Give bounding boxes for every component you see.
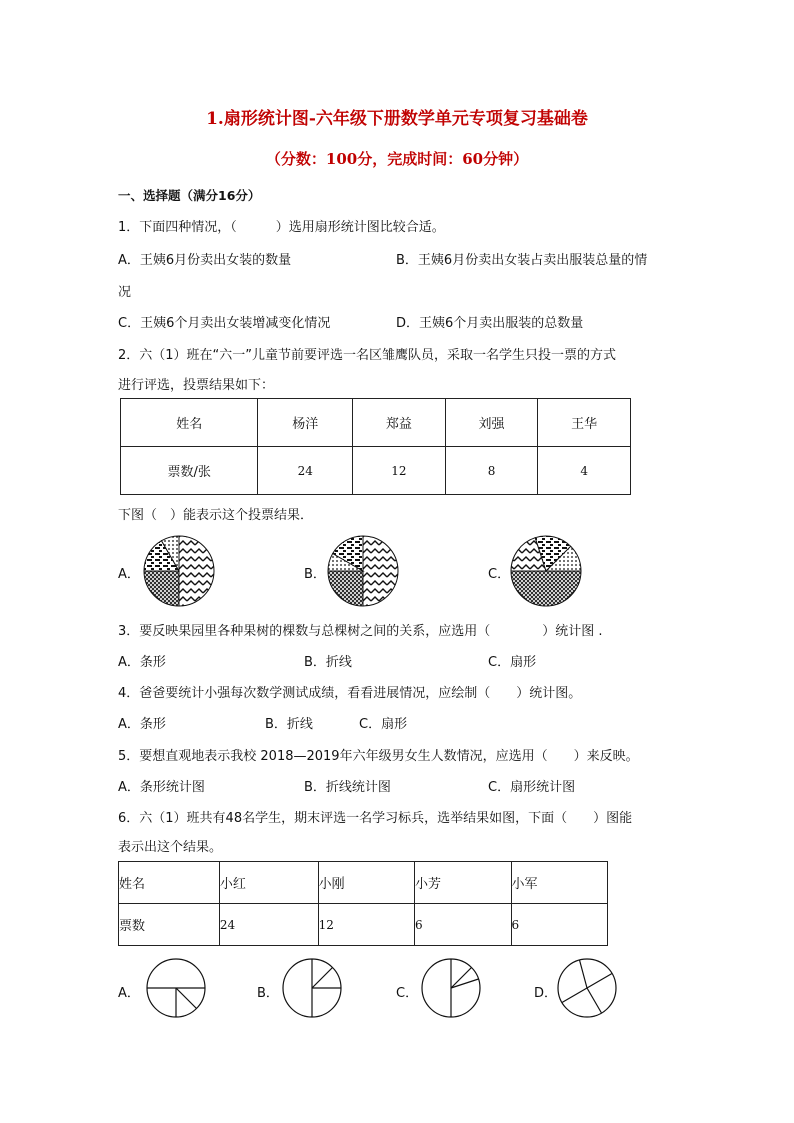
q2-option-b-label[interactable]: B． — [304, 567, 326, 582]
q6-stem-line1: 6．六（1）班共有48名学生，期末评选一名学习标兵，选举结果如图，下面（ ）图能 — [118, 811, 633, 826]
q6-option-d-label[interactable]: D． — [534, 986, 558, 1001]
page-title: 1.扇形统计图-六年级下册数学单元专项复习基础卷 — [206, 109, 588, 129]
q1-option-d[interactable]: D．王姨6个月卖出服装的总数量 — [396, 316, 584, 331]
q4-stem: 4．爸爸要统计小强每次数学测试成绩，看看进展情况，应绘制（ ）统计图。 — [118, 686, 582, 701]
q2-option-c-label[interactable]: C． — [488, 567, 511, 582]
q3-option-b[interactable]: B．折线 — [304, 655, 352, 670]
table-cell: 姓名 — [119, 862, 220, 904]
q6-option-c-pie[interactable] — [420, 957, 482, 1019]
table-cell: 小芳 — [415, 862, 511, 904]
q2-option-a-label[interactable]: A． — [118, 567, 140, 582]
q3-option-a[interactable]: A．条形 — [118, 655, 166, 670]
q6-option-d-pie[interactable] — [556, 957, 618, 1019]
q2-vote-table — [120, 398, 631, 495]
q2-stem-line1: 2．六（1）班在“六一”儿童节前要评选一名区雏鹰队员，采取一名学生只投一票的方式 — [118, 348, 617, 363]
q6-stem-line2: 表示出这个结果。 — [118, 840, 223, 855]
q1-option-a[interactable]: A．王姨6月份卖出女装的数量 — [118, 253, 292, 268]
table-cell: 24 — [258, 447, 353, 495]
table-cell: 12 — [353, 447, 446, 495]
q6-vote-table — [118, 861, 608, 946]
table-cell: 小红 — [219, 862, 318, 904]
table-cell: 郑益 — [353, 399, 446, 447]
table-row — [121, 447, 631, 495]
q6-option-c-label[interactable]: C． — [396, 986, 419, 1001]
q5-option-a[interactable]: A．条形统计图 — [118, 780, 205, 795]
table-cell: 6 — [511, 904, 608, 946]
table-cell: 6 — [415, 904, 511, 946]
q2-option-b-pie[interactable] — [327, 535, 399, 607]
q1-option-b-cont: 况 — [118, 285, 132, 300]
q1-option-b[interactable]: B．王姨6月份卖出女装占卖出服装总量的情 — [396, 253, 648, 268]
q4-option-b[interactable]: B．折线 — [265, 717, 313, 732]
table-cell: 8 — [445, 447, 538, 495]
table-cell: 票数 — [119, 904, 220, 946]
table-cell: 票数/张 — [121, 447, 258, 495]
table-cell: 姓名 — [121, 399, 258, 447]
table-cell: 4 — [538, 447, 631, 495]
q6-option-a-label[interactable]: A． — [118, 986, 140, 1001]
q2-stem-line2: 进行评选，投票结果如下： — [118, 378, 275, 393]
q3-stem: 3．要反映果园里各种果树的棵数与总棵树之间的关系，应选用（ ）统计图 . — [118, 624, 603, 639]
page-subtitle: （分数：100分，完成时间：60分钟） — [265, 150, 529, 168]
q1-stem: 1．下面四种情况，（ ）选用扇形统计图比较合适。 — [118, 220, 445, 235]
table-cell: 刘强 — [445, 399, 538, 447]
q2-option-c-pie[interactable] — [510, 535, 582, 607]
table-header-row — [121, 399, 631, 447]
table-cell: 小军 — [511, 862, 608, 904]
q6-option-a-pie[interactable] — [145, 957, 207, 1019]
table-row — [119, 904, 608, 946]
q4-option-c[interactable]: C．扇形 — [359, 717, 408, 732]
table-cell: 12 — [318, 904, 414, 946]
q5-option-c[interactable]: C．扇形统计图 — [488, 780, 576, 795]
table-cell: 小刚 — [318, 862, 414, 904]
q5-option-b[interactable]: B．折线统计图 — [304, 780, 391, 795]
table-header-row — [119, 862, 608, 904]
q6-option-b-pie[interactable] — [281, 957, 343, 1019]
table-cell: 24 — [219, 904, 318, 946]
table-cell: 王华 — [538, 399, 631, 447]
section-heading: 一、选择题（满分16分） — [118, 188, 261, 203]
table-cell: 杨洋 — [258, 399, 353, 447]
q2-after-text: 下图（ ）能表示这个投票结果． — [118, 508, 314, 523]
q1-option-c[interactable]: C．王姨6个月卖出女装增减变化情况 — [118, 316, 331, 331]
q3-option-c[interactable]: C．扇形 — [488, 655, 537, 670]
q5-stem: 5．要想直观地表示我校 2018—2019年六年级男女生人数情况，应选用（ ）来反映。 — [118, 749, 639, 764]
q6-option-b-label[interactable]: B． — [257, 986, 279, 1001]
q2-option-a-pie[interactable] — [143, 535, 215, 607]
q4-option-a[interactable]: A．条形 — [118, 717, 166, 732]
